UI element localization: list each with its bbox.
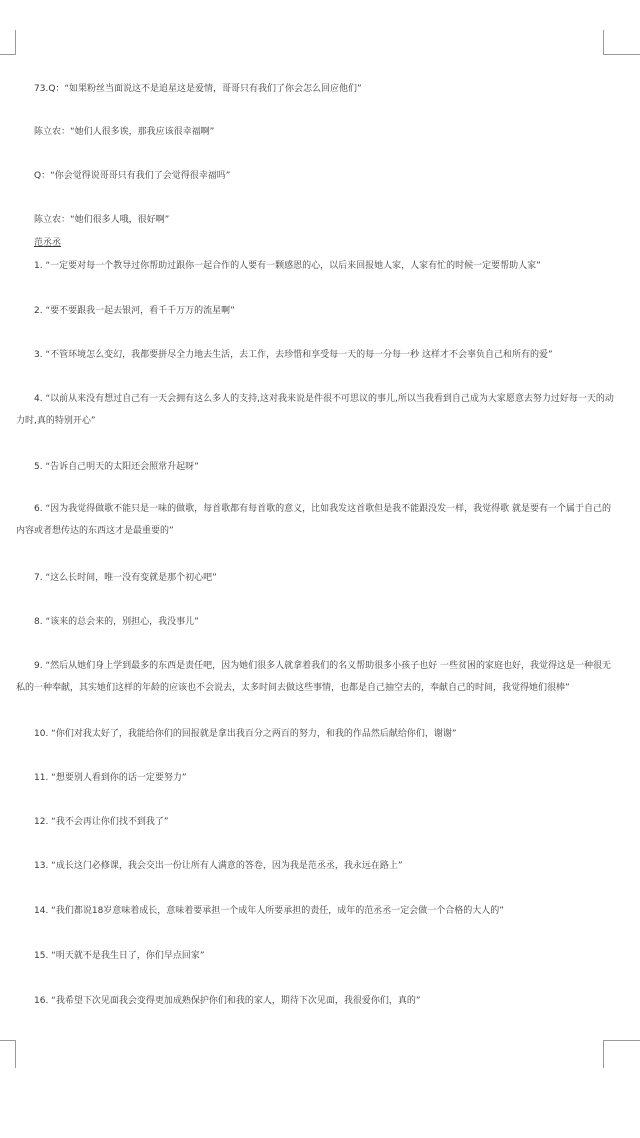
- quote-item: 5. “告诉自己明天的太阳还会照常升起呀”: [34, 462, 199, 472]
- quote-item: 14. “我们都说18岁意味着成长，意味着要承担一个成年人所要承担的责任，成年的范丞丞一定会做一个合格的大人的”: [34, 906, 504, 916]
- quote-text: 9. “然后从她们身上学到最多的东西是责任吧，因为她们很多人就拿着我们的名义帮助很多小孩子也好 一些贫困的家庭也好，我觉得这是一种很无私的一种奉献，其实她们这样的年龄的应该也不会说去，太多时间去做这些事情，也都是自己抽空去的，奉献自己的时间，我觉得她们很棒”: [16, 661, 611, 693]
- quote-item: 12. “我不会再让你们找不到我了”: [34, 817, 169, 827]
- quote-item: [16, 498, 616, 542]
- quote-text: 6. “因为我觉得做歌不能只是一味的做歌，每首歌都有每首歌的意义，比如我发这首歌但是我不能跟没发一样，我觉得歌 就是要有一个属于自己的内容或者想传达的东西这才是最重要的”: [16, 504, 611, 536]
- interview-answer: 陈立农：“她们人很多诶，那我应该很幸福啊”: [34, 127, 215, 137]
- quote-item: 16. “我希望下次见面我会变得更加成熟保护你们和我的家人，期待下次见面，我很爱你们，真的”: [34, 996, 421, 1006]
- crop-mark-bottom-left: [0, 1040, 16, 1041]
- interview-question: 73.Q：“如果粉丝当面说这不是追星这是爱情，哥哥只有我们了你会怎么回应他们”: [34, 84, 362, 94]
- quote-item: 11. “想要别人看到你的话一定要努力”: [34, 773, 187, 783]
- crop-mark-top-left: [15, 30, 16, 54]
- quote-item: 3. “不管环境怎么变幻，我都要拼尽全力地去生活，去工作，去珍惜和享受每一天的每一分每一秒 这样才不会辜负自己和所有的爱”: [34, 350, 553, 360]
- quote-item: [16, 388, 616, 432]
- crop-mark-top-left: [0, 54, 16, 55]
- crop-mark-top-right: [603, 54, 640, 55]
- quote-item: 13. “成长这门必修课，我会交出一份让所有人满意的答卷，因为我是范丞丞，我永远在路上”: [34, 861, 403, 871]
- interview-question: Q：“你会觉得说哥哥只有我们了会觉得很幸福吗”: [34, 171, 231, 181]
- crop-mark-bottom-right: [603, 1040, 604, 1068]
- quote-item: 2. “要不要跟我一起去银河，看千千万万的流星啊”: [34, 306, 235, 316]
- quote-item: 10. “你们对我太好了，我能给你们的回报就是拿出我百分之两百的努力，和我的作品然后献给你们，谢谢”: [34, 729, 457, 739]
- quote-item: 15. “明天就不是我生日了，你们早点回家”: [34, 951, 205, 961]
- crop-mark-bottom-left: [15, 1040, 16, 1068]
- interview-answer: 陈立农：“她们很多人哦，很好啊”: [34, 215, 170, 225]
- section-heading: 范丞丞: [34, 238, 62, 248]
- crop-mark-bottom-right: [603, 1040, 640, 1041]
- quote-item: 8. “该来的总会来的，别担心，我没事儿”: [34, 617, 199, 627]
- quote-item: [16, 655, 616, 699]
- quote-item: 7. “这么长时间，唯一没有变就是那个初心吧”: [34, 573, 217, 583]
- crop-mark-top-right: [603, 30, 604, 54]
- quote-text: 4. “以前从来没有想过自己有一天会拥有这么多人的支持,这对我来说是件很不可思议的事儿,所以当我看到自己成为大家愿意去努力过好每一天的动力时,真的特别开心”: [16, 394, 614, 426]
- quote-item: 1. “一定要对每一个教导过你帮助过跟你一起合作的人要有一颗感恩的心，以后来回报她人家，人家有忙的时候一定要帮助人家”: [34, 261, 541, 271]
